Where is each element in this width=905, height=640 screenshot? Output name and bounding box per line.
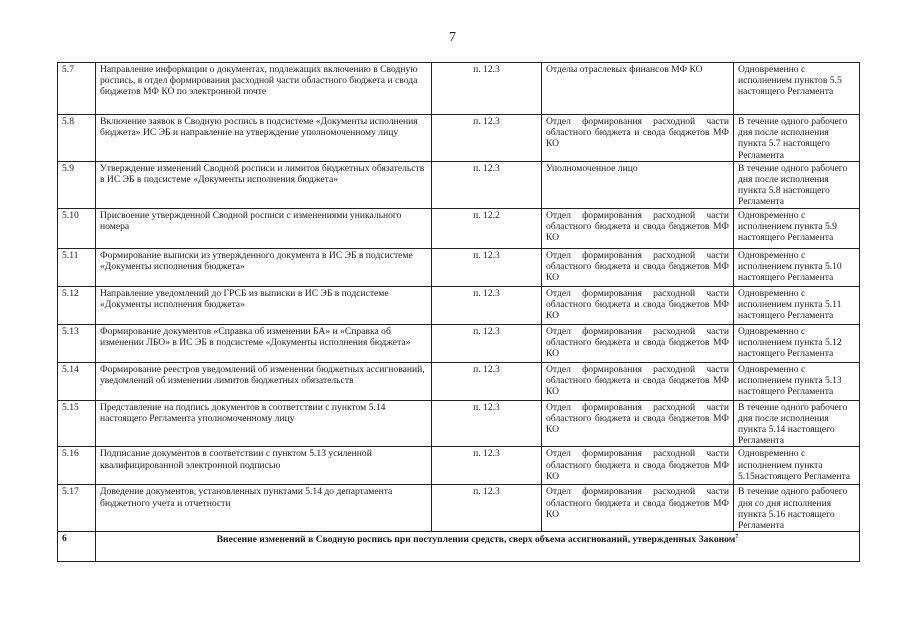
page-number: 7 — [449, 30, 456, 45]
row-action: Формирование реестров уведомлений об изменении бюджетных ассигнований, уведомлений об изменении лимитов бюджетных обязательств — [96, 362, 432, 400]
row-deadline: Одновременно с исполнением пункта 5.15настоящего Регламента — [734, 447, 860, 485]
table-row — [58, 115, 860, 162]
row-reference: п. 12.3 — [432, 485, 542, 532]
table-row — [58, 362, 860, 400]
table-row — [58, 400, 860, 447]
row-deadline: Одновременно с исполнением пункта 5.12 настоящего Регламента — [734, 324, 860, 362]
row-action: Подписание документов в соответствии с пунктом 5.13 усиленной квалифицированной электронной подписью — [96, 447, 432, 485]
row-reference: п. 12.3 — [432, 286, 542, 324]
row-action: Включение заявок в Сводную роспись в подсистеме «Документы исполнения бюджета» ИС ЭБ и направление на утверждение уполномоченному лицу — [96, 115, 432, 162]
row-reference: п. 12.3 — [432, 324, 542, 362]
row-responsible: Уполномоченное лицо — [542, 161, 734, 208]
row-number: 5.13 — [58, 324, 96, 362]
table-row — [58, 208, 860, 248]
row-responsible: Отдел формирования расходной части областного бюджета и свода бюджетов МФ КО — [542, 208, 734, 248]
row-responsible: Отдел формирования расходной части областного бюджета и свода бюджетов МФ КО — [542, 286, 734, 324]
row-reference: п. 12.3 — [432, 362, 542, 400]
row-number: 5.17 — [58, 485, 96, 532]
row-responsible: Отдел формирования расходной части областного бюджета и свода бюджетов МФ КО — [542, 248, 734, 286]
row-responsible: Отдел формирования расходной части областного бюджета и свода бюджетов МФ КО — [542, 115, 734, 162]
row-reference: п. 12.3 — [432, 161, 542, 208]
row-deadline: В течение одного рабочего дня со дня исполнения пункта 5.16 настоящего Регламента — [734, 485, 860, 532]
table-row — [58, 248, 860, 286]
regulation-table — [57, 62, 860, 562]
row-number: 5.12 — [58, 286, 96, 324]
section-number: 6 — [58, 532, 96, 562]
row-deadline: В течение одного рабочего дня после исполнения пункта 5.14 настоящего Регламента — [734, 400, 860, 447]
section-row — [58, 532, 860, 562]
row-number: 5.11 — [58, 248, 96, 286]
row-number: 5.7 — [58, 63, 96, 115]
row-deadline: В течение одного рабочего дня после исполнения пункта 5.7 настоящего Регламента — [734, 115, 860, 162]
row-reference: п. 12.3 — [432, 115, 542, 162]
row-reference: п. 12.3 — [432, 63, 542, 115]
row-deadline: Одновременно с исполнением пункта 5.11 настоящего Регламента — [734, 286, 860, 324]
row-number: 5.16 — [58, 447, 96, 485]
row-action: Доведение документов, установленных пунктами 5.14 до департамента бюджетного учета и отчетности — [96, 485, 432, 532]
row-number: 5.10 — [58, 208, 96, 248]
row-action: Представление на подпись документов в соответствии с пунктом 5.14 настоящего Регламента уполномоченному лицу — [96, 400, 432, 447]
table-body — [58, 63, 860, 562]
table-row — [58, 447, 860, 485]
row-responsible: Отдел формирования расходной части областного бюджета и свода бюджетов МФ КО — [542, 400, 734, 447]
table-row — [58, 324, 860, 362]
row-responsible: Отдел формирования расходной части областного бюджета и свода бюджетов МФ КО — [542, 324, 734, 362]
table-row — [58, 286, 860, 324]
row-action: Формирование документов «Справка об изменении БА» и «Справка об изменении ЛБО» в ИС ЭБ в подсистеме «Документы исполнения бюджета» — [96, 324, 432, 362]
row-reference: п. 12.2 — [432, 208, 542, 248]
row-number: 5.8 — [58, 115, 96, 162]
row-action: Направление уведомлений до ГРСБ из выписки в ИС ЭБ в подсистеме «Документы исполнения бюджета» — [96, 286, 432, 324]
row-action: Направление информации о документах, подлежащих включению в Сводную роспись, в отдел формирования расходной части областного бюджета и свода бюджетов МФ КО по электронной почте — [96, 63, 432, 115]
row-deadline: Одновременно с исполнением пункта 5.13 настоящего Регламента — [734, 362, 860, 400]
row-deadline: Одновременно с исполнением пунктов 5.5 настоящего Регламента — [734, 63, 860, 115]
row-number: 5.9 — [58, 161, 96, 208]
row-deadline: Одновременно с исполнением пункта 5.9 настоящего Регламента — [734, 208, 860, 248]
table-row — [58, 63, 860, 115]
row-reference: п. 12.3 — [432, 447, 542, 485]
footnote-mark: 7 — [735, 534, 739, 541]
row-number: 5.14 — [58, 362, 96, 400]
row-number: 5.15 — [58, 400, 96, 447]
table-row — [58, 161, 860, 208]
row-responsible: Отделы отраслевых финансов МФ КО — [542, 63, 734, 115]
row-action: Присвоение утвержденной Сводной росписи с изменениями уникального номера — [96, 208, 432, 248]
row-deadline: Одновременно с исполнением пункта 5.10 настоящего Регламента — [734, 248, 860, 286]
row-action: Утверждение изменений Сводной росписи и лимитов бюджетных обязательств в ИС ЭБ в подсистеме «Документы исполнения бюджета» — [96, 161, 432, 208]
row-responsible: Отдел формирования расходной части областного бюджета и свода бюджетов МФ КО — [542, 447, 734, 485]
row-reference: п. 12.3 — [432, 400, 542, 447]
row-action: Формирование выписки из утвержденного документа в ИС ЭБ в подсистеме «Документы исполнения бюджета» — [96, 248, 432, 286]
section-title-text: Внесение изменений в Сводную роспись при поступлении средств, сверх объема ассигнований, утвержденных Законом — [216, 534, 736, 546]
row-deadline: В течение одного рабочего дня после исполнения пункта 5.8 настоящего Регламента — [734, 161, 860, 208]
section-title — [96, 532, 860, 562]
table-row — [58, 485, 860, 532]
row-responsible: Отдел формирования расходной части областного бюджета и свода бюджетов МФ КО — [542, 485, 734, 532]
row-responsible: Отдел формирования расходной части областного бюджета и свода бюджетов МФ КО — [542, 362, 734, 400]
row-reference: п. 12.3 — [432, 248, 542, 286]
